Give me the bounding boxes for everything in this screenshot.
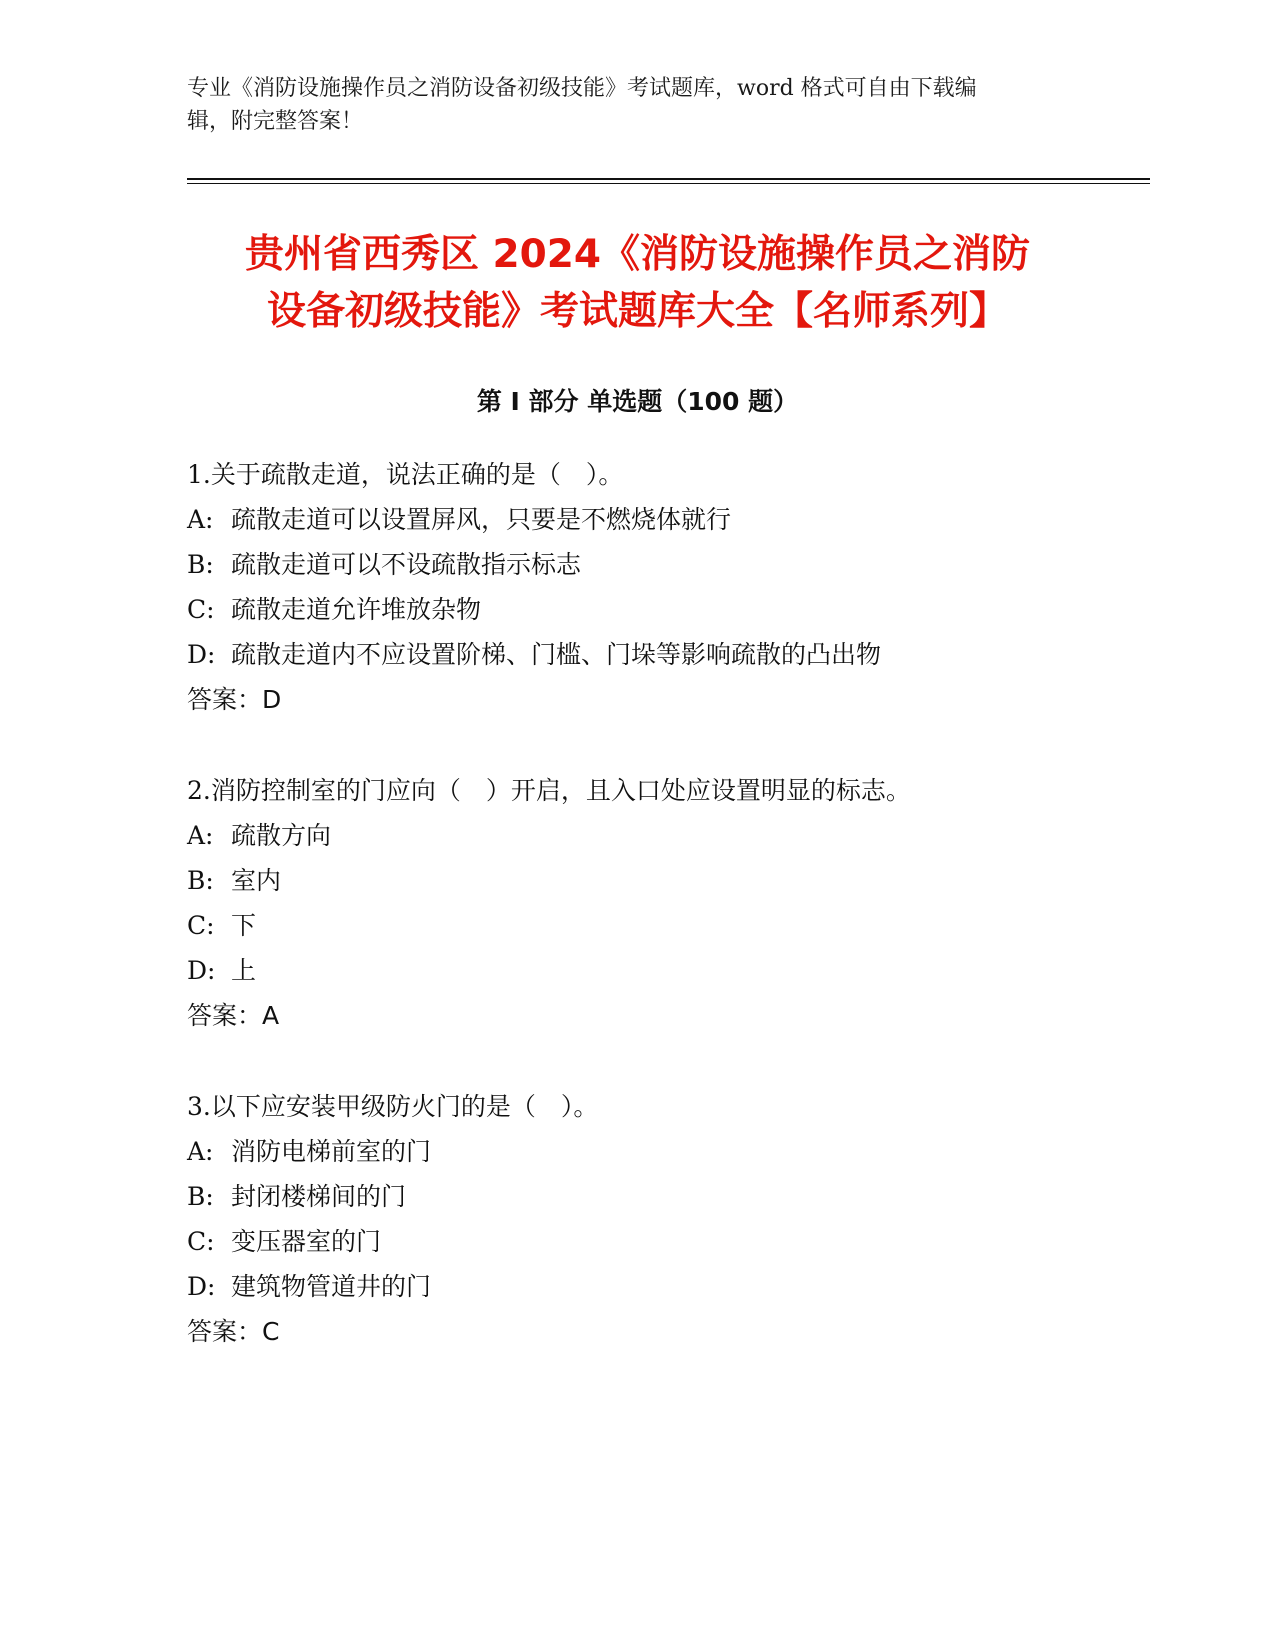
answer (187, 1309, 1147, 1354)
answer (187, 993, 1147, 1038)
option-letter: C: (187, 595, 215, 624)
answer-label: 答案： (187, 1317, 263, 1346)
option-a (187, 813, 1147, 858)
question-stem: 2.消防控制室的门应向（ ）开启，且入口处应设置明显的标志。 (187, 776, 911, 805)
answer-value: A (262, 1001, 280, 1030)
option-text: 室内 (231, 866, 282, 895)
option-letter: A: (187, 1137, 214, 1166)
question-stem: 1.关于疏散走道，说法正确的是（ ）。 (187, 460, 624, 489)
option-c (187, 587, 1147, 632)
document-title (170, 226, 1105, 340)
header-note-line-2: 辑，附完整答案！ (187, 109, 364, 134)
option-letter: D: (187, 640, 216, 669)
option-d (187, 1264, 1147, 1309)
question-stem: 3.以下应安装甲级防火门的是（ ）。 (187, 1092, 599, 1121)
option-text: 疏散走道可以不设疏散指示标志 (231, 550, 582, 579)
option-letter: B: (187, 866, 214, 895)
option-text: 疏散方向 (231, 821, 332, 850)
answer (187, 677, 1147, 722)
header-note (187, 72, 1087, 138)
option-text: 上 (231, 956, 257, 985)
option-text: 疏散走道内不应设置阶梯、门槛、门垛等影响疏散的凸出物 (231, 640, 882, 669)
option-letter: C: (187, 1227, 215, 1256)
question-3 (187, 1084, 1147, 1354)
option-text: 疏散走道可以设置屏风，只要是不燃烧体就行 (231, 505, 732, 534)
section-heading: 第 I 部分 单选题（100 题） (476, 387, 799, 416)
option-b (187, 858, 1147, 903)
answer-label: 答案： (187, 1001, 263, 1030)
option-letter: C: (187, 911, 215, 940)
question-2 (187, 768, 1147, 1038)
option-letter: A: (187, 505, 214, 534)
option-text: 消防电梯前室的门 (231, 1137, 432, 1166)
option-c (187, 1219, 1147, 1264)
option-text: 建筑物管道井的门 (231, 1272, 432, 1301)
option-d (187, 948, 1147, 993)
option-letter: B: (187, 1182, 214, 1211)
header-divider-thin (187, 183, 1150, 184)
option-b (187, 542, 1147, 587)
option-a (187, 497, 1147, 542)
option-a (187, 1129, 1147, 1174)
option-text: 疏散走道允许堆放杂物 (231, 595, 482, 624)
header-divider-thick (187, 178, 1150, 180)
document-title-line-2: 设备初级技能》考试题库大全【名师系列】 (266, 289, 1008, 334)
answer-label: 答案： (187, 685, 263, 714)
option-letter: D: (187, 956, 216, 985)
option-text: 封闭楼梯间的门 (231, 1182, 407, 1211)
option-d (187, 632, 1147, 677)
option-text: 下 (231, 911, 257, 940)
answer-value: C (262, 1317, 280, 1346)
answer-value: D (262, 685, 282, 714)
option-letter: D: (187, 1272, 216, 1301)
option-text: 变压器室的门 (231, 1227, 382, 1256)
document-title-line-1: 贵州省西秀区 2024《消防设施操作员之消防 (244, 232, 1031, 277)
option-letter: B: (187, 550, 214, 579)
header-note-line-1: 专业《消防设施操作员之消防设备初级技能》考试题库，word 格式可自由下载编 (187, 76, 977, 101)
option-c (187, 903, 1147, 948)
question-1 (187, 452, 1147, 722)
option-b (187, 1174, 1147, 1219)
option-letter: A: (187, 821, 214, 850)
